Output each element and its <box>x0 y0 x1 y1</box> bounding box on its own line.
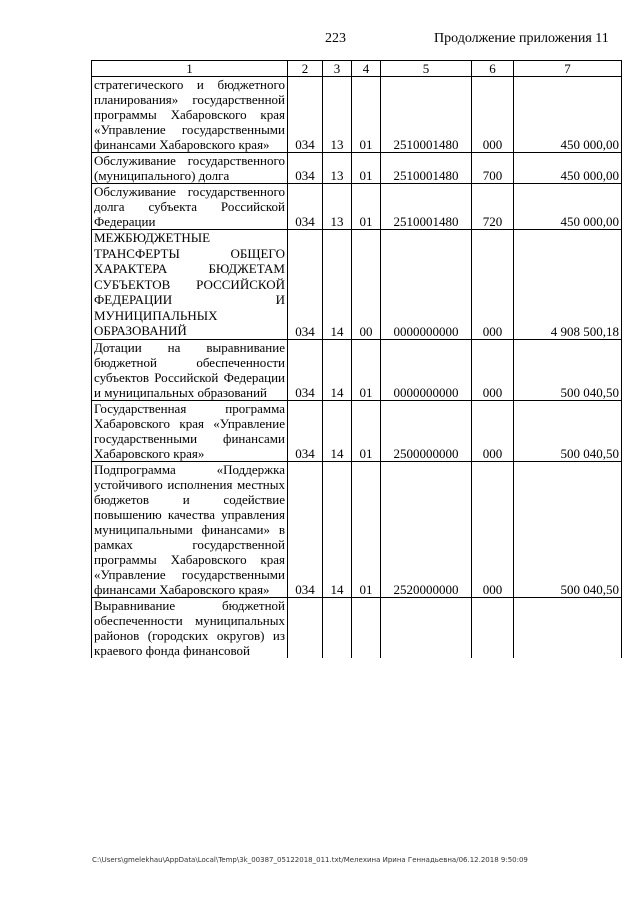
row-csr: 2500000000 <box>381 400 472 461</box>
row-grbs <box>288 597 323 658</box>
row-rz: 14 <box>323 461 352 597</box>
row-rz: 14 <box>323 339 352 400</box>
column-header: 5 <box>381 61 472 77</box>
row-vr: 000 <box>472 461 514 597</box>
row-name: Дотации на выравнивание бюджетной обеспеченности субъектов Российской Федерации и муниципальных образований <box>92 339 288 400</box>
table-row <box>92 230 622 340</box>
row-sum: 450 000,00 <box>514 184 622 230</box>
row-vr: 000 <box>472 400 514 461</box>
row-rz <box>323 597 352 658</box>
column-header: 3 <box>323 61 352 77</box>
row-pr: 01 <box>352 400 381 461</box>
column-header: 2 <box>288 61 323 77</box>
row-rz: 14 <box>323 400 352 461</box>
row-csr: 2510001480 <box>381 77 472 153</box>
row-rz: 13 <box>323 184 352 230</box>
row-grbs: 034 <box>288 77 323 153</box>
row-vr: 000 <box>472 77 514 153</box>
row-name: Государственная программа Хабаровского края «Управление государственными финансами Хабаровского края» <box>92 400 288 461</box>
row-vr: 000 <box>472 230 514 340</box>
row-sum: 450 000,00 <box>514 153 622 184</box>
row-sum: 500 040,50 <box>514 339 622 400</box>
column-header: 6 <box>472 61 514 77</box>
row-name: Подпрограмма «Поддержка устойчивого исполнения местных бюджетов и содействие повышению качества управления муниципальными финансами» в рамках государственной программы Хабаровского края «Управление государственными финансами Хабаровского края» <box>92 461 288 597</box>
row-pr: 01 <box>352 77 381 153</box>
row-grbs: 034 <box>288 400 323 461</box>
row-csr: 2510001480 <box>381 153 472 184</box>
row-name: Выравнивание бюджетной обеспеченности муниципальных районов (городских округов) из краевого фонда финансовой <box>92 597 288 658</box>
row-rz: 13 <box>323 153 352 184</box>
row-name: МЕЖБЮДЖЕТНЫЕ ТРАНСФЕРТЫ ОБЩЕГО ХАРАКТЕРА БЮДЖЕТАМ СУБЪЕКТОВ РОССИЙСКОЙ ФЕДЕРАЦИИ И МУНИЦИПАЛЬНЫХ ОБРАЗОВАНИЙ <box>92 230 288 340</box>
page-number: 223 <box>325 31 346 46</box>
row-pr: 01 <box>352 184 381 230</box>
row-name: стратегического и бюджетного планирования» государственной программы Хабаровского края «Управление государственными финансами Хабаровского края» <box>92 77 288 153</box>
row-rz: 13 <box>323 77 352 153</box>
row-pr: 01 <box>352 339 381 400</box>
file-path-footer: C:\Users\gmelekhau\AppData\Local\Temp\3k_00387_05122018_011.txt/Мелехина Ирина Геннадьевна/06.12.2018 9:50:09 <box>92 856 528 864</box>
row-rz: 14 <box>323 230 352 340</box>
table-row <box>92 77 622 153</box>
appendix-note: Продолжение приложения 11 <box>434 31 609 46</box>
column-header: 1 <box>92 61 288 77</box>
table-row <box>92 184 622 230</box>
row-grbs: 034 <box>288 461 323 597</box>
row-csr: 2510001480 <box>381 184 472 230</box>
row-csr <box>381 597 472 658</box>
row-pr: 01 <box>352 461 381 597</box>
table-row <box>92 597 622 658</box>
row-pr <box>352 597 381 658</box>
row-grbs: 034 <box>288 153 323 184</box>
row-vr: 000 <box>472 339 514 400</box>
row-grbs: 034 <box>288 230 323 340</box>
budget-table <box>91 60 622 658</box>
column-header: 7 <box>514 61 622 77</box>
row-sum: 450 000,00 <box>514 77 622 153</box>
row-vr: 700 <box>472 153 514 184</box>
table-row <box>92 339 622 400</box>
row-csr: 0000000000 <box>381 339 472 400</box>
row-pr: 00 <box>352 230 381 340</box>
row-vr <box>472 597 514 658</box>
row-csr: 0000000000 <box>381 230 472 340</box>
row-name: Обслуживание государственного долга субъекта Российской Федерации <box>92 184 288 230</box>
row-name: Обслуживание государственного (муниципального) долга <box>92 153 288 184</box>
column-header: 4 <box>352 61 381 77</box>
row-vr: 720 <box>472 184 514 230</box>
row-grbs: 034 <box>288 184 323 230</box>
row-csr: 2520000000 <box>381 461 472 597</box>
table-row <box>92 461 622 597</box>
table-header-row <box>92 61 622 77</box>
row-pr: 01 <box>352 153 381 184</box>
row-sum <box>514 597 622 658</box>
row-sum: 500 040,50 <box>514 461 622 597</box>
table-row <box>92 400 622 461</box>
table-row <box>92 153 622 184</box>
row-sum: 500 040,50 <box>514 400 622 461</box>
row-grbs: 034 <box>288 339 323 400</box>
row-sum: 4 908 500,18 <box>514 230 622 340</box>
